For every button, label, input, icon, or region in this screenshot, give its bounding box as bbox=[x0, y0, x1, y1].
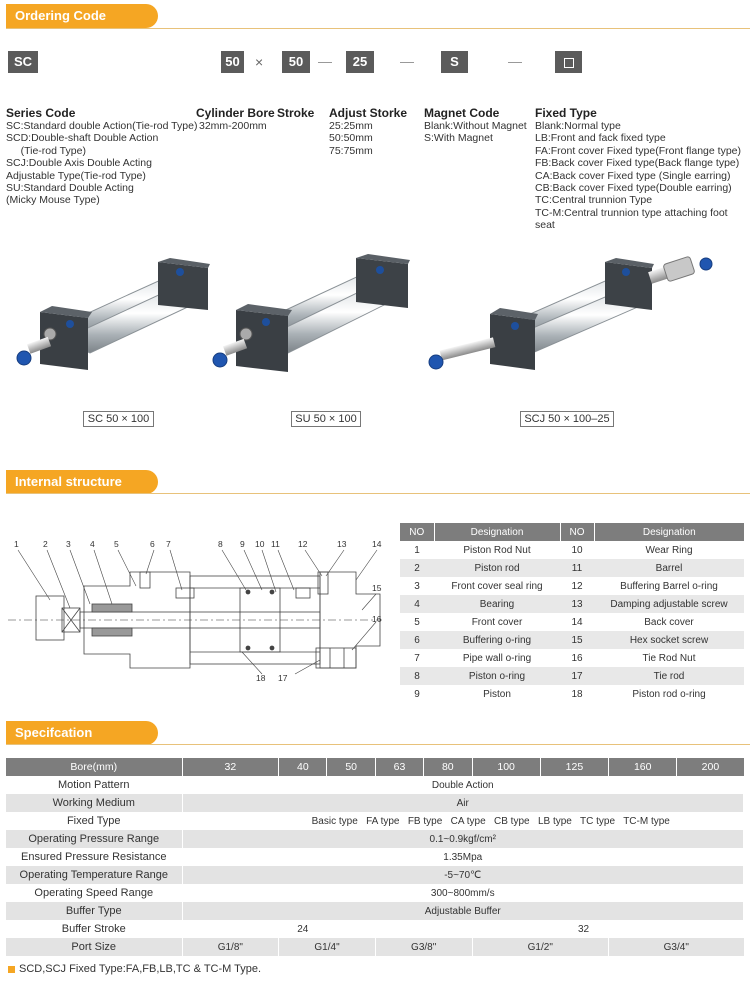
spec-value: 32 bbox=[424, 920, 744, 938]
section-specification: Specifcation bbox=[6, 721, 158, 745]
cylinder-sc-image bbox=[17, 258, 210, 370]
fixed-type: Basic type bbox=[311, 815, 358, 827]
dash bbox=[318, 62, 332, 63]
cell: 2 bbox=[400, 559, 434, 577]
internal-structure-diagram bbox=[0, 530, 392, 690]
spec-value: Double Action bbox=[182, 776, 744, 794]
spec-value: G3/8" bbox=[375, 938, 472, 956]
cell: Piston rod o-ring bbox=[632, 688, 706, 700]
series-line: SC:Standard double Action(Tie-rod Type) bbox=[6, 120, 198, 132]
cell: Barrel bbox=[594, 559, 744, 577]
cell: Bearing bbox=[434, 595, 560, 613]
spec-value: 24 bbox=[182, 920, 424, 938]
fixed-line: CA:Back cover Fixed type (Single earring) bbox=[535, 169, 731, 182]
diagram-number: 16 bbox=[372, 614, 382, 624]
cell: 3 bbox=[414, 580, 420, 592]
spec-row bbox=[6, 938, 744, 956]
cell: Buffering o-ring bbox=[434, 631, 560, 649]
diagram-number: 7 bbox=[166, 539, 171, 549]
spec-row bbox=[6, 794, 744, 812]
diagram-number: 11 bbox=[271, 539, 280, 549]
spec-label: Ensured Pressure Resistance bbox=[6, 848, 182, 866]
cell: 15 bbox=[560, 631, 594, 649]
header-designation: Designation bbox=[594, 523, 744, 541]
diagram-number: 3 bbox=[66, 539, 71, 549]
cylinder-su-image bbox=[213, 254, 410, 372]
table-row bbox=[400, 631, 744, 649]
magnet-head: Magnet Code bbox=[424, 106, 500, 120]
product-images bbox=[0, 250, 750, 400]
spec-value: G1/8" bbox=[182, 938, 279, 956]
fixed-type: TC-M type bbox=[623, 815, 670, 827]
fixed-line: FA:Front cover Fixed type(Front flange type) bbox=[535, 144, 742, 157]
cell: 11 bbox=[560, 559, 594, 577]
fixed-line: Blank:Normal type bbox=[535, 120, 621, 132]
fixed-type: FA type bbox=[366, 815, 400, 827]
spec-value: 300~800mm/s bbox=[182, 884, 744, 902]
magnet-line: S:With Magnet bbox=[424, 132, 493, 145]
cell: Piston o-ring bbox=[434, 667, 560, 685]
section-divider bbox=[6, 493, 750, 494]
cell: 1 bbox=[414, 544, 420, 556]
spec-row bbox=[6, 812, 744, 830]
product-caption-sc: SC 50 × 100 bbox=[83, 411, 154, 427]
cell: Front cover seal ring bbox=[451, 580, 543, 592]
table-row bbox=[400, 667, 744, 685]
cell: 7 bbox=[414, 652, 420, 664]
adjust-head: Adjust Storke bbox=[329, 106, 408, 120]
parts-table bbox=[400, 523, 744, 703]
cell: Back cover bbox=[644, 616, 694, 628]
table-row bbox=[400, 559, 744, 577]
diagram-number: 6 bbox=[150, 539, 155, 549]
fixed-line: FB:Back cover Fixed type(Back flange type) bbox=[535, 157, 740, 170]
spec-row bbox=[6, 884, 744, 902]
cell: 9 bbox=[414, 688, 420, 700]
spec-row bbox=[6, 866, 744, 884]
diagram-number: 9 bbox=[240, 539, 245, 549]
table-row bbox=[400, 649, 744, 667]
code-series: SC bbox=[8, 51, 38, 73]
section-divider bbox=[6, 744, 750, 745]
footnote-text: SCD,SCJ Fixed Type:FA,FB,LB,TC & TC-M Type. bbox=[19, 963, 262, 975]
series-line: (Tie-rod Type) bbox=[6, 144, 86, 157]
spec-label: Buffer Stroke bbox=[6, 920, 182, 938]
header-no: NO bbox=[560, 523, 594, 541]
series-code-head: Series Code bbox=[6, 106, 76, 120]
footnote bbox=[8, 963, 261, 975]
diagram-number: 14 bbox=[372, 539, 382, 549]
section-internal-structure: Internal structure bbox=[6, 470, 158, 494]
spec-label: Motion Pattern bbox=[6, 776, 182, 794]
spec-value: G3/4" bbox=[609, 938, 744, 956]
fixed-line: CB:Back cover Fixed type(Double earring) bbox=[535, 182, 732, 195]
fixed-type: FB type bbox=[407, 815, 443, 827]
diagram-number: 13 bbox=[337, 539, 347, 549]
code-magnet: S bbox=[441, 51, 468, 73]
diagram-number: 10 bbox=[255, 539, 265, 549]
cell: 6 bbox=[400, 631, 434, 649]
spec-label: Working Medium bbox=[6, 794, 182, 812]
bore-value: 80 bbox=[424, 758, 472, 776]
header-no: NO bbox=[400, 523, 434, 541]
cell: Pipe wall o-ring bbox=[462, 652, 532, 664]
series-line: SU:Standard Double Acting bbox=[6, 182, 134, 195]
spec-bore-row bbox=[6, 758, 744, 776]
magnet-line: Blank:Without Magnet bbox=[424, 120, 527, 132]
table-row bbox=[400, 685, 744, 703]
spec-label: Fixed Type bbox=[6, 812, 182, 830]
spec-label: Buffer Type bbox=[6, 902, 182, 920]
cell: 16 bbox=[571, 652, 583, 664]
cell: Wear Ring bbox=[645, 544, 693, 556]
cell: 4 bbox=[400, 595, 434, 613]
code-adjust: 25 bbox=[346, 51, 374, 73]
adjust-line: 25:25mm bbox=[329, 120, 373, 132]
bore-value: 200 bbox=[677, 758, 744, 776]
cell: Damping adjustable screw bbox=[594, 595, 744, 613]
fixed-head: Fixed Type bbox=[535, 106, 597, 120]
empty-square-icon bbox=[564, 58, 574, 68]
spec-row bbox=[6, 920, 744, 938]
cell: 14 bbox=[571, 616, 583, 628]
cell: 10 bbox=[571, 544, 583, 556]
diagram-number: 4 bbox=[90, 539, 95, 549]
stroke-column bbox=[277, 106, 314, 120]
dash bbox=[400, 62, 414, 63]
table-row bbox=[400, 595, 744, 613]
bore-value: 160 bbox=[609, 758, 677, 776]
fixed-type: LB type bbox=[537, 815, 572, 827]
spec-value: G1/4" bbox=[279, 938, 376, 956]
diagram-number: 5 bbox=[114, 539, 119, 549]
spec-row bbox=[6, 848, 744, 866]
series-line: SCJ:Double Axis Double Acting bbox=[6, 157, 152, 170]
series-line: (Micky Mouse Type) bbox=[6, 194, 100, 207]
section-ordering-code: Ordering Code bbox=[6, 4, 158, 28]
diagram-number: 1 bbox=[14, 539, 19, 549]
cell: Piston bbox=[483, 688, 511, 700]
fixed-type: CB type bbox=[494, 815, 530, 827]
bore-value: 50 bbox=[327, 758, 375, 776]
spec-table bbox=[6, 758, 744, 956]
bore-value: 125 bbox=[540, 758, 608, 776]
diagram-number: 18 bbox=[256, 673, 266, 683]
series-line: SCD:Double-shaft Double Action bbox=[6, 132, 159, 145]
series-code-column bbox=[6, 106, 197, 207]
spec-row bbox=[6, 830, 744, 848]
spec-value: 0.1~0.9kgf/cm² bbox=[182, 830, 744, 848]
spec-value: Adjustable Buffer bbox=[182, 902, 744, 920]
header-designation: Designation bbox=[434, 523, 560, 541]
spec-label: Operating Speed Range bbox=[6, 884, 182, 902]
diagram-number: 15 bbox=[372, 583, 382, 593]
diagram-number: 2 bbox=[43, 539, 48, 549]
table-row bbox=[400, 541, 744, 559]
spec-value: 1.35Mpa bbox=[182, 848, 744, 866]
product-caption-scj: SCJ 50 × 100–25 bbox=[520, 411, 614, 427]
table-row bbox=[400, 577, 744, 595]
bore-line: 32mm-200mm bbox=[199, 120, 267, 132]
cell: Piston Rod Nut bbox=[463, 544, 531, 556]
cell: Hex socket screw bbox=[594, 631, 744, 649]
cell: 5 bbox=[414, 616, 420, 628]
cell: Piston rod bbox=[434, 559, 560, 577]
stroke-head: Stroke bbox=[277, 106, 315, 120]
fixed-column bbox=[535, 106, 750, 232]
spec-label: Bore(mm) bbox=[6, 758, 182, 776]
spec-value: -5~70℃ bbox=[182, 866, 744, 884]
diagram-number: 17 bbox=[278, 673, 288, 683]
spec-label: Operating Temperature Range bbox=[6, 866, 182, 884]
cell: 8 bbox=[400, 667, 434, 685]
cell: 17 bbox=[560, 667, 594, 685]
adjust-line: 50:50mm bbox=[329, 132, 373, 145]
bore-value: 40 bbox=[279, 758, 327, 776]
spec-label: Operating Pressure Range bbox=[6, 830, 182, 848]
code-fixed-placeholder bbox=[555, 51, 582, 73]
spec-value: Air bbox=[182, 794, 744, 812]
parts-table-header bbox=[400, 523, 744, 541]
bore-column bbox=[196, 106, 275, 132]
spec-label: Port Size bbox=[6, 938, 182, 956]
spec-value bbox=[182, 812, 744, 830]
fixed-type: CA type bbox=[450, 815, 486, 827]
fixed-line: LB:Front and fack fixed type bbox=[535, 132, 666, 145]
cell: 18 bbox=[571, 688, 583, 700]
adjust-column bbox=[329, 106, 407, 157]
section-divider bbox=[6, 28, 750, 29]
code-bore: 50 bbox=[221, 51, 244, 73]
cell: 12 bbox=[571, 580, 583, 592]
cell: Front cover bbox=[471, 616, 523, 628]
spec-row bbox=[6, 776, 744, 794]
cell: Tie rod bbox=[594, 667, 744, 685]
times-sign: × bbox=[255, 54, 264, 70]
table-row bbox=[400, 613, 744, 631]
cell: Buffering Barrel o-ring bbox=[620, 580, 718, 592]
diagram-number: 8 bbox=[218, 539, 223, 549]
series-line: Adjustable Type(Tie-rod Type) bbox=[6, 169, 146, 182]
fixed-line: TC-M:Central trunnion type attaching foot seat bbox=[535, 206, 728, 232]
fixed-type: TC type bbox=[580, 815, 616, 827]
adjust-line: 75:75mm bbox=[329, 144, 373, 157]
spec-row bbox=[6, 902, 744, 920]
magnet-column bbox=[424, 106, 527, 145]
bore-value: 32 bbox=[182, 758, 279, 776]
bore-value: 100 bbox=[472, 758, 540, 776]
diagram-number: 12 bbox=[298, 539, 308, 549]
cell: 13 bbox=[560, 595, 594, 613]
dash bbox=[508, 62, 522, 63]
bore-head: Cylinder Bore bbox=[196, 106, 275, 120]
cell: Tie Rod Nut bbox=[642, 652, 696, 664]
cylinder-scj-image bbox=[429, 256, 712, 370]
spec-value: G1/2" bbox=[472, 938, 609, 956]
code-stroke: 50 bbox=[282, 51, 310, 73]
bore-value: 63 bbox=[375, 758, 423, 776]
orange-bullet-icon bbox=[8, 966, 15, 973]
fixed-line: TC:Central trunnion Type bbox=[535, 194, 653, 207]
product-caption-su: SU 50 × 100 bbox=[291, 411, 361, 427]
